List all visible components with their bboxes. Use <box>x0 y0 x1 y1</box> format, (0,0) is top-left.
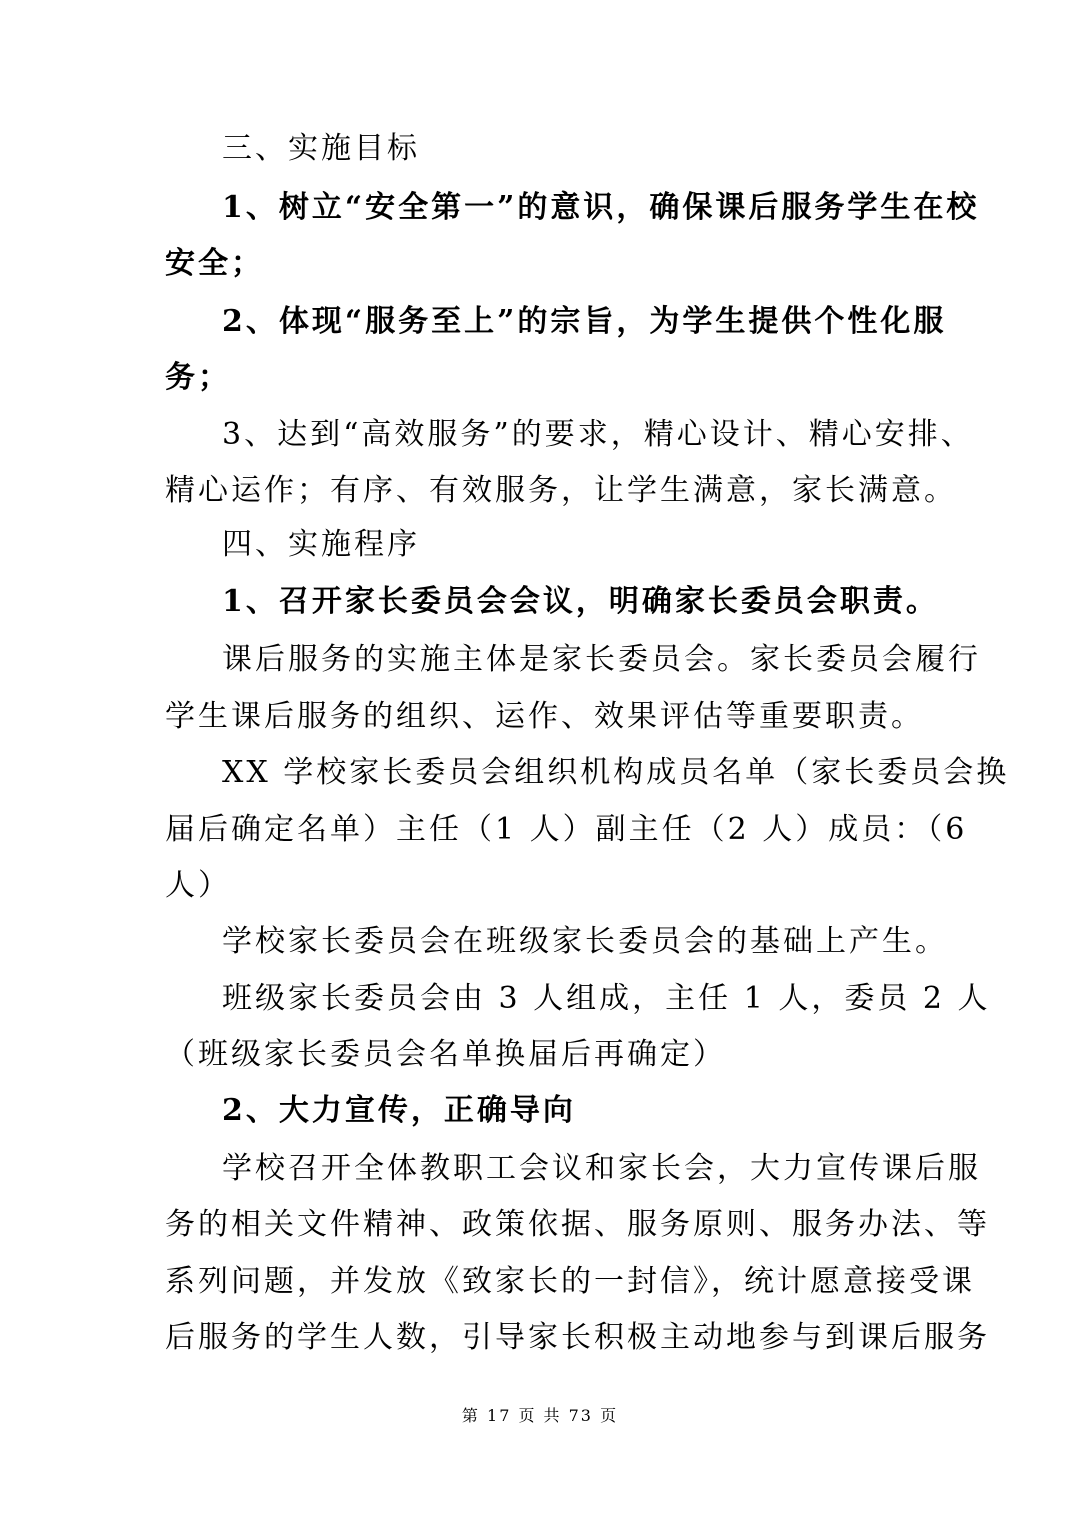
paragraph-5-line-4: 后服务的学生人数，引导家长积极主动地参与到课后服务 <box>165 1320 990 1355</box>
paragraph-5-line-3: 系列问题，并发放《致家长的一封信》，统计愿意接受课 <box>165 1264 975 1299</box>
goal-2-line-1: 2、体现“服务至上”的宗旨，为学生提供个性化服 <box>222 304 947 339</box>
paragraph-2-line-2: 届后确定名单）主任（1 人）副主任（2 人）成员：（6 <box>165 812 968 847</box>
goal-1-line-2: 安全； <box>165 246 264 281</box>
paragraph-2-line-3: 人） <box>165 868 231 903</box>
section-heading-procedure: 四、实施程序 <box>222 527 420 562</box>
paragraph-4-line-2: （班级家长委员会名单换届后再确定） <box>165 1037 726 1072</box>
paragraph-1-line-2: 学生课后服务的组织、运作、效果评估等重要职责。 <box>165 699 924 734</box>
goal-3-line-2: 精心运作；有序、有效服务，让学生满意，家长满意。 <box>165 473 957 508</box>
step-2-heading: 2、大力宣传，正确导向 <box>222 1093 576 1128</box>
page-number-footer: 第 17 页 共 73 页 <box>461 1406 619 1425</box>
paragraph-5-line-2: 务的相关文件精神、政策依据、服务原则、服务办法、等 <box>165 1207 990 1242</box>
goal-1-line-1: 1、树立“安全第一”的意识，确保课后服务学生在校 <box>222 190 980 225</box>
paragraph-4-line-1: 班级家长委员会由 3 人组成，主任 1 人，委员 2 人 <box>222 981 991 1016</box>
goal-3-line-1: 3、达到“高效服务”的要求，精心设计、精心安排、 <box>222 417 974 452</box>
goal-2-line-2: 务； <box>165 360 231 395</box>
paragraph-1-line-1: 课后服务的实施主体是家长委员会。家长委员会履行 <box>222 642 981 677</box>
section-heading-goals: 三、实施目标 <box>222 131 420 166</box>
step-1-heading: 1、召开家长委员会会议，明确家长委员会职责。 <box>222 584 939 619</box>
paragraph-5-line-1: 学校召开全体教职工会议和家长会，大力宣传课后服 <box>222 1151 981 1186</box>
paragraph-3: 学校家长委员会在班级家长委员会的基础上产生。 <box>222 924 948 959</box>
paragraph-2-line-1: XX 学校家长委员会组织机构成员名单（家长委员会换 <box>222 755 1010 790</box>
